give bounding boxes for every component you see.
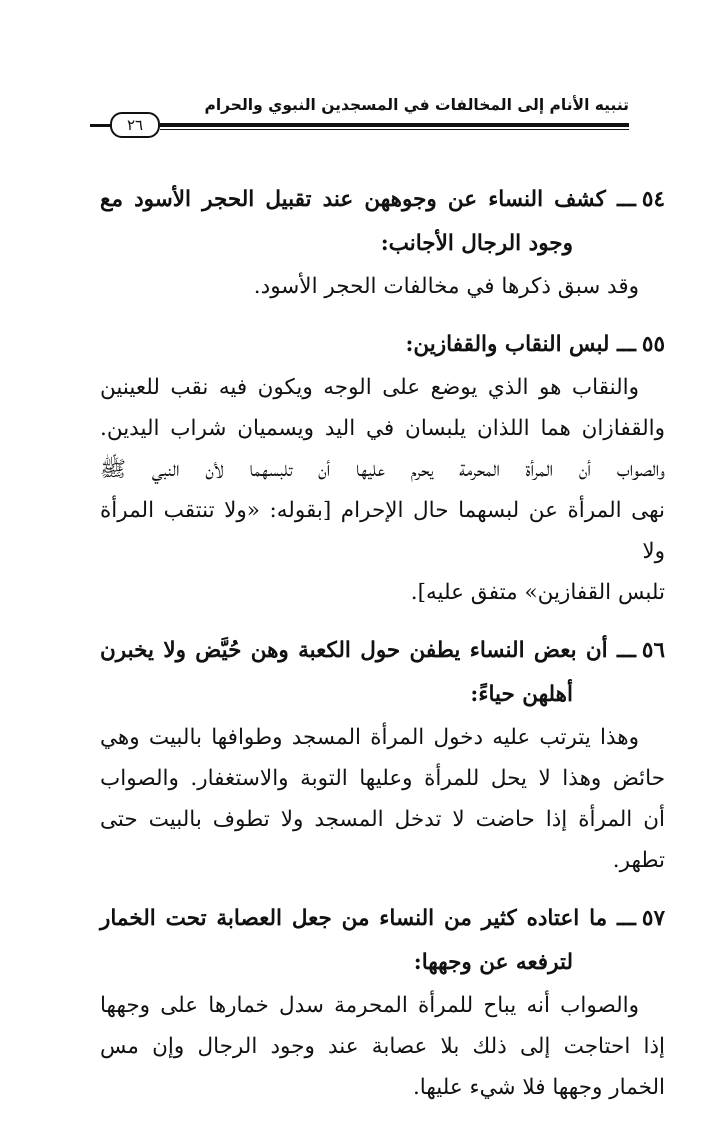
heading-line: [100, 897, 665, 941]
body-line: والقفازان هما اللذان يلبسان في اليد ويسميان شراب اليدين.: [100, 416, 665, 441]
heading-text: ما اعتاده كثير من النساء من جعل العصابة تحت الخمار: [100, 906, 608, 931]
heading-text: أن بعض النساء يطفن حول الكعبة وهن حُيَّض ولا يخبرن: [100, 638, 608, 663]
section-57: [100, 897, 665, 1108]
body-line: وهذا يترتب عليه دخول المرأة المسجد وطوافها بالبيت وهي: [100, 725, 639, 750]
header-rule-thin: [160, 129, 629, 130]
page-number: ٢٦: [110, 112, 160, 138]
page-content: [100, 178, 665, 1124]
section-heading: [100, 629, 665, 717]
heading-line: أهلهن حياءً:: [470, 682, 573, 707]
section-dash: ـــ: [616, 187, 636, 212]
heading-line: [100, 629, 665, 673]
section-heading: [100, 323, 665, 367]
section-heading: [100, 897, 665, 985]
body-line: حائض وهذا لا يحل للمرأة وعليها التوبة والاستغفار. والصواب: [100, 766, 665, 791]
section-54: [100, 178, 665, 307]
heading-line: لترفعه عن وجهها:: [413, 950, 573, 975]
book-title: تنبيه الأنام إلى المخالفات في المسجدين النبوي والحرام: [204, 96, 629, 114]
section-56: [100, 629, 665, 881]
section-dash: ـــ: [616, 332, 636, 357]
running-header: [90, 96, 629, 134]
section-number: ٥٦: [641, 638, 665, 663]
body-line: والصواب أن المرأة المحرمة يحرم عليها أن تلبسهما لأن النبي ﷺ: [100, 457, 665, 482]
section-dash: ـــ: [616, 906, 636, 931]
header-rule: [160, 123, 629, 127]
section-dash: ـــ: [616, 638, 636, 663]
body-line: والصواب أنه يباح للمرأة المحرمة سدل خمارها على وجهها: [100, 993, 639, 1018]
body-line: تطهر.: [612, 848, 665, 873]
body-line: والنقاب هو الذي يوضع على الوجه ويكون فيه نقب للعينين: [100, 375, 639, 400]
body-line: وقد سبق ذكرها في مخالفات الحجر الأسود.: [253, 274, 639, 299]
section-55: [100, 323, 665, 613]
body-line: تلبس القفازين» متفق عليه].: [410, 580, 665, 605]
body-line: أن المرأة إذا حاضت لا تدخل المسجد ولا تطوف بالبيت حتى: [100, 807, 665, 832]
heading-line: وجود الرجال الأجانب:: [380, 231, 573, 256]
body-line: نهى المرأة عن لبسهما حال الإحرام [بقوله: «ولا تنتقب المرأة ولا: [100, 498, 665, 564]
heading-line: [100, 178, 665, 222]
section-heading: [100, 178, 665, 266]
section-number: ٥٥: [641, 332, 665, 357]
body-line: إذا احتاجت إلى ذلك بلا عصابة عند وجود الرجال وإن مس: [100, 1034, 665, 1059]
heading-line: [100, 323, 665, 367]
page-number-ornament: [90, 124, 112, 127]
section-number: ٥٤: [641, 187, 665, 212]
heading-text: لبس النقاب والقفازين:: [405, 332, 610, 357]
section-number: ٥٧: [641, 906, 665, 931]
body-line: الخمار وجهها فلا شيء عليها.: [412, 1075, 665, 1100]
heading-text: كشف النساء عن وجوههن عند تقبيل الحجر الأسود مع: [100, 187, 606, 212]
